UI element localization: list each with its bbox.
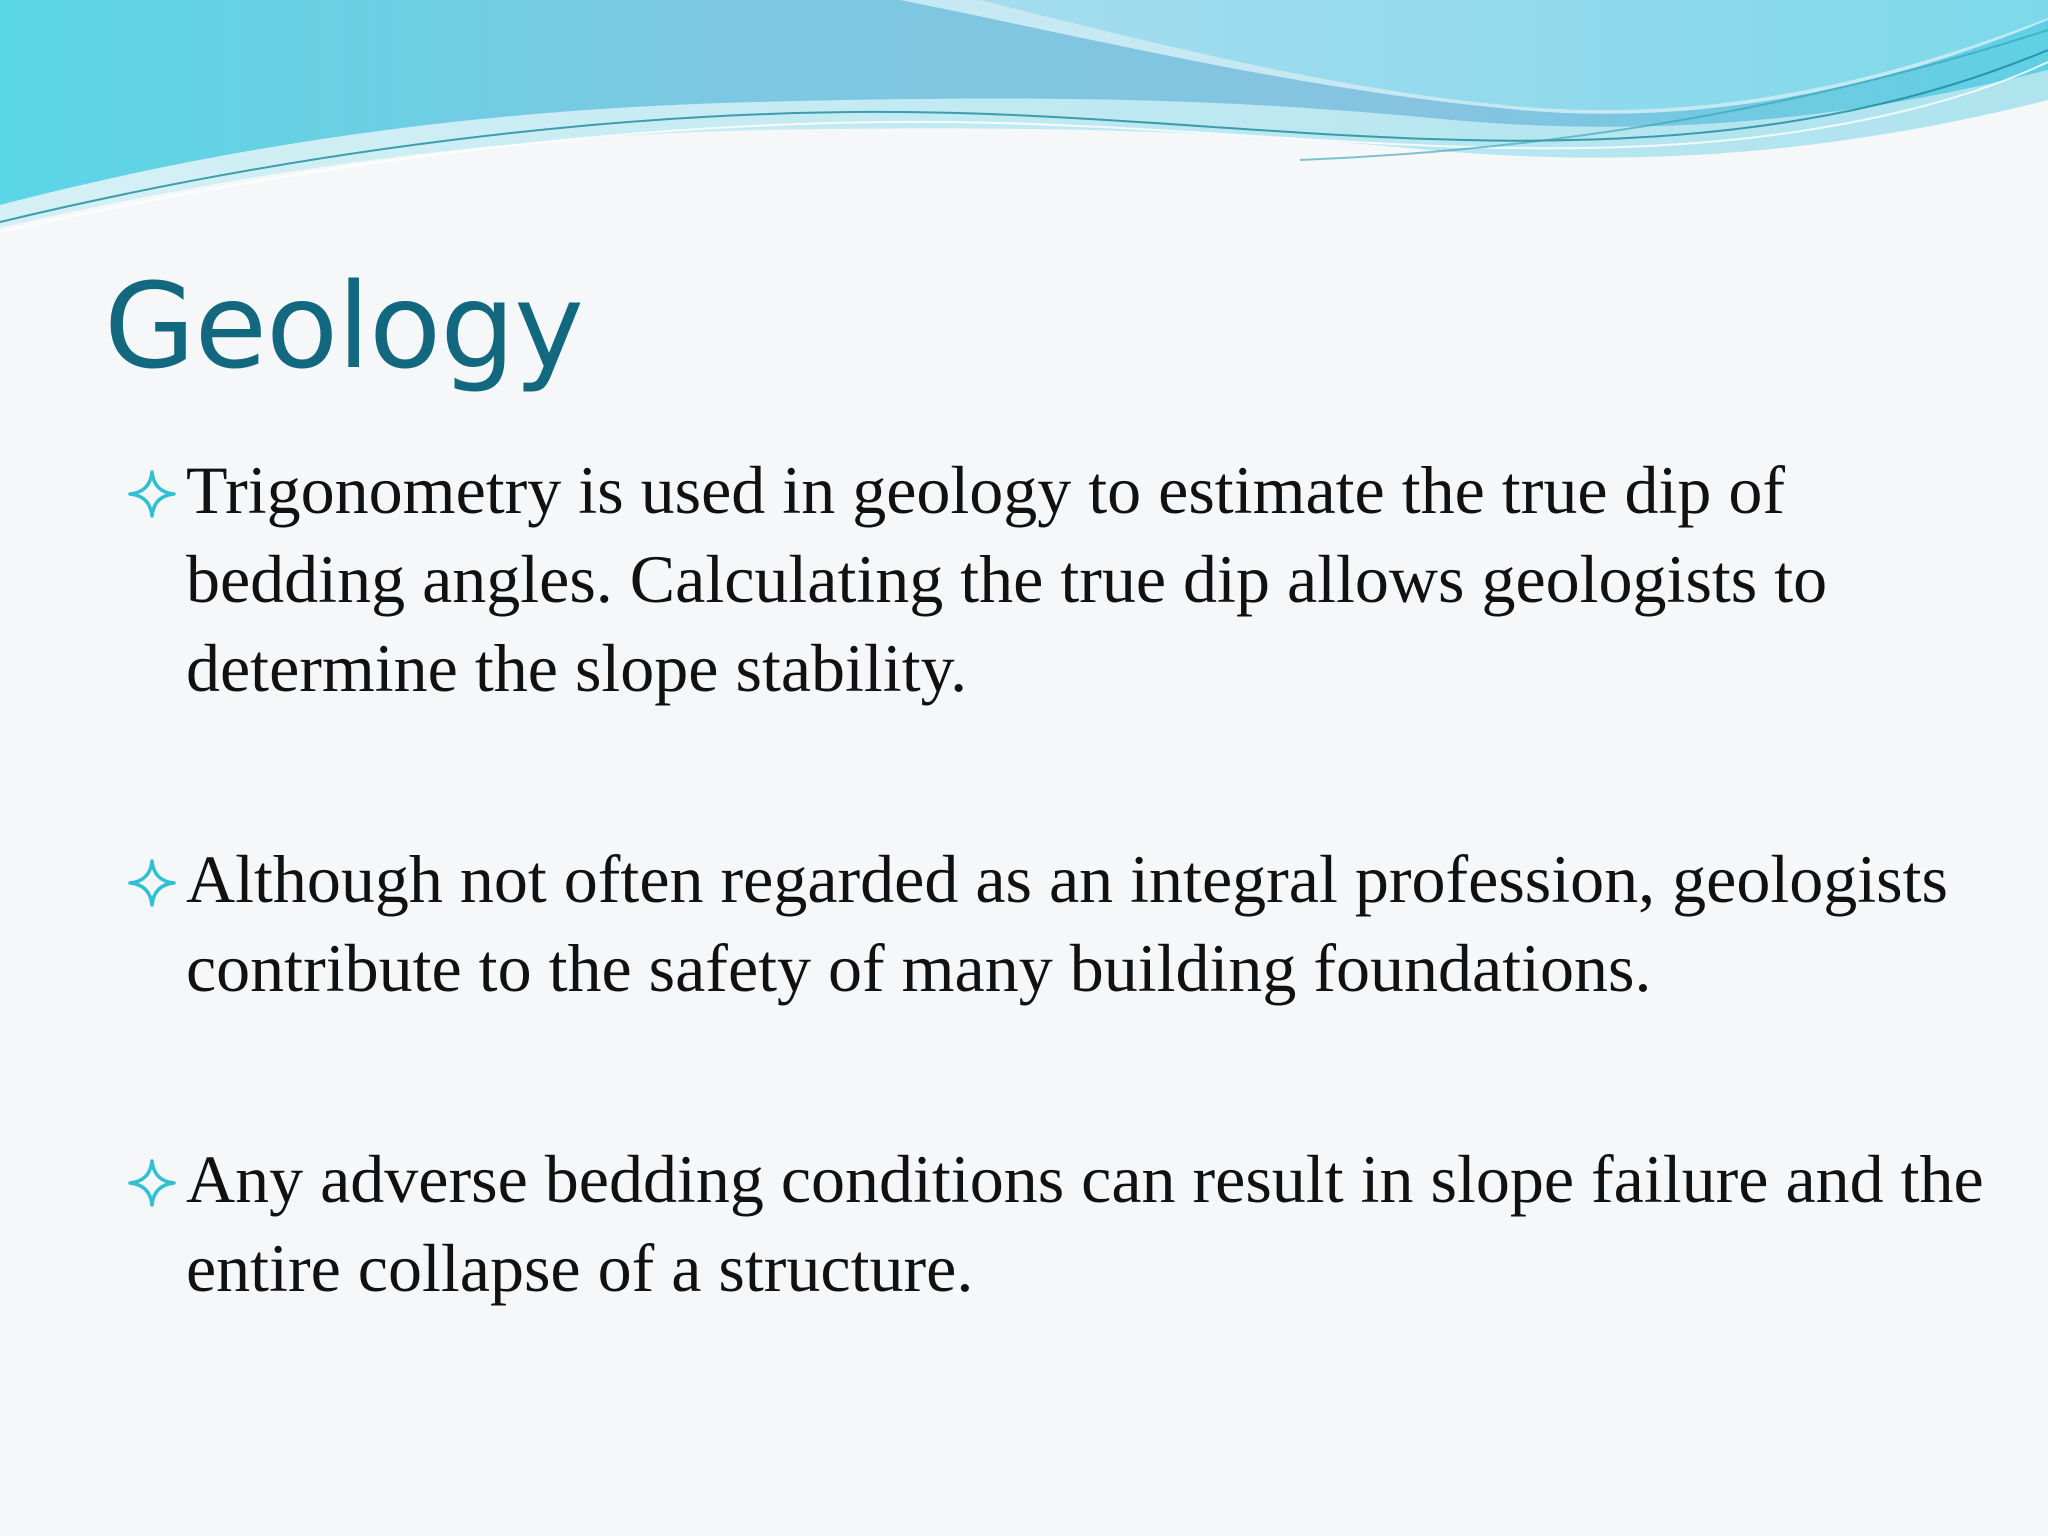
bullet-item [126, 446, 1986, 713]
wave-header-decoration [0, 0, 2048, 240]
bullet-item [126, 835, 1986, 1013]
four-point-star-icon [126, 468, 178, 520]
bullet-text: Trigonometry is used in geology to estimate the true dip of bedding angles. Calculating the true dip allows geologists to determine the slope stability. [186, 452, 1828, 706]
bullet-list [126, 446, 1986, 1313]
slide-title: Geology [104, 257, 583, 395]
four-point-star-icon [126, 857, 178, 909]
bullet-item [126, 1135, 1986, 1313]
four-point-star-icon [126, 1157, 178, 1209]
bullet-text: Any adverse bedding conditions can result in slope failure and the entire collapse of a structure. [186, 1141, 1984, 1306]
bullet-text: Although not often regarded as an integral profession, geologists contribute to the safety of many building foundations. [186, 841, 1948, 1006]
